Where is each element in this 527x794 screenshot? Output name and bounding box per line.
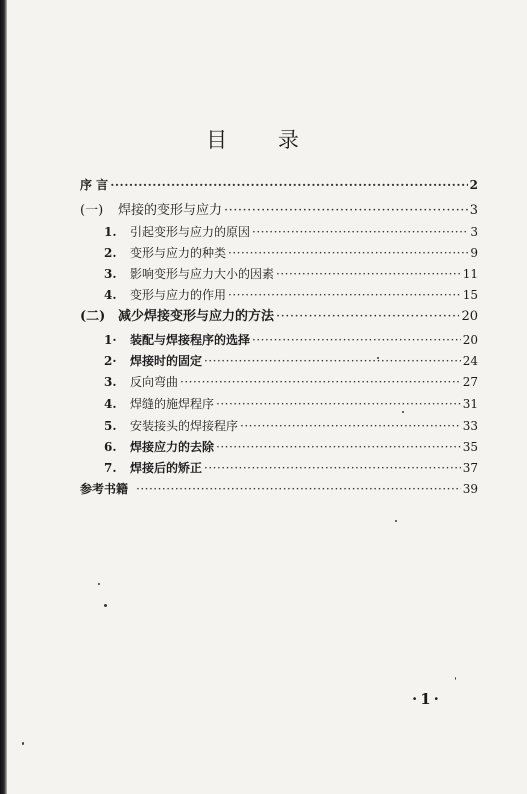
dot-leader [276, 309, 459, 325]
toc-entry[interactable] [104, 460, 478, 476]
toc-entry-page: 39 [462, 482, 478, 496]
toc-entry-label: 焊接应力的去除 [130, 440, 215, 454]
dot-leader [252, 224, 468, 240]
scan-speck [455, 677, 456, 680]
toc-entry[interactable] [104, 374, 478, 390]
toc-entry-page: 15 [462, 288, 478, 302]
toc-entry-page: 27 [462, 375, 478, 389]
toc-section-2[interactable] [80, 309, 478, 325]
toc-entry-label: 反向弯曲 [130, 375, 179, 389]
dot-leader [276, 266, 461, 282]
toc-entry-number: 6. [104, 440, 117, 454]
toc-entry-page: 2 [469, 178, 478, 192]
toc-entry-references[interactable] [80, 481, 478, 497]
section-page: 20 [461, 309, 478, 324]
toc-entry-number: 1. [104, 225, 117, 239]
toc-entry-number: 5. [104, 419, 117, 433]
toc-entry-number: 2· [104, 354, 117, 368]
toc-entry-number: 2. [104, 246, 117, 260]
toc-entry-label: 安装接头的焊接程序 [130, 419, 239, 433]
toc-entry-number: 3. [104, 267, 117, 281]
toc-entry[interactable] [104, 287, 478, 303]
toc-entry[interactable] [104, 353, 478, 369]
dot-leader [216, 396, 461, 412]
toc-entry[interactable] [104, 396, 478, 412]
toc-entry-label: 影响变形与应力大小的因素 [130, 267, 275, 281]
toc-entry[interactable] [104, 332, 478, 348]
toc-entry-label: 参考书籍 [80, 482, 129, 496]
toc-entry-label: 焊缝的施焊程序 [130, 397, 215, 411]
dot-leader [224, 203, 468, 219]
toc-entry-page: 31 [462, 397, 478, 411]
scan-speck [377, 357, 379, 359]
toc-entry-label: 焊接时的固定 [130, 354, 203, 368]
section-number: (二) [80, 309, 106, 324]
toc-entry-preface[interactable] [80, 177, 478, 193]
page-number: ·1· [412, 690, 442, 708]
toc-entry[interactable] [104, 418, 478, 434]
dot-leader [136, 481, 461, 497]
section-number: (一) [80, 203, 104, 218]
dot-leader [228, 245, 468, 261]
toc-entry-page: 11 [462, 267, 478, 281]
dot-leader [240, 418, 461, 434]
scan-speck [104, 604, 107, 607]
toc-entry-label: 引起变形与应力的原因 [130, 225, 251, 239]
toc-entry-number: 4. [104, 288, 117, 302]
dot-leader [216, 439, 461, 455]
toc-entry-number: 1· [104, 333, 117, 347]
dot-leader [228, 287, 461, 303]
toc-entry-number: 3. [104, 375, 117, 389]
toc-entry-number: 7. [104, 461, 117, 475]
toc-entry-page: 20 [462, 333, 478, 347]
dot-leader [204, 460, 461, 476]
toc-entry-page: 33 [462, 419, 478, 433]
section-label: 焊接的变形与应力 [118, 203, 223, 218]
toc-entry-number: 4. [104, 397, 117, 411]
page-title: 目 录 [206, 128, 321, 152]
toc-entry-page: 3 [470, 225, 478, 239]
toc-entry-page: 9 [470, 246, 478, 260]
section-page: 3 [469, 203, 478, 218]
scan-speck [395, 520, 397, 522]
toc-entry-label: 变形与应力的种类 [130, 246, 227, 260]
scan-speck [22, 742, 24, 745]
dot-leader [180, 374, 461, 390]
scan-speck [98, 583, 100, 585]
toc-entry[interactable] [104, 224, 478, 240]
toc-entry-label: 变形与应力的作用 [130, 288, 227, 302]
toc-entry-page: 35 [462, 440, 478, 454]
toc-entry-label: 焊接后的矫正 [130, 461, 203, 475]
toc-entry-label: 序 言 [80, 178, 109, 192]
dot-leader [252, 332, 461, 348]
toc-entry-page: 37 [462, 461, 478, 475]
toc-entry[interactable] [104, 266, 478, 282]
dot-leader [204, 353, 461, 369]
toc-entry[interactable] [104, 245, 478, 261]
toc-section-1[interactable] [80, 203, 478, 219]
dot-leader [110, 177, 467, 193]
toc-entry-page: 24 [462, 354, 478, 368]
scan-speck [402, 411, 404, 413]
toc-entry-label: 装配与焊接程序的选择 [130, 333, 251, 347]
toc-entry[interactable] [104, 439, 478, 455]
section-label: 减少焊接变形与应力的方法 [118, 309, 275, 324]
